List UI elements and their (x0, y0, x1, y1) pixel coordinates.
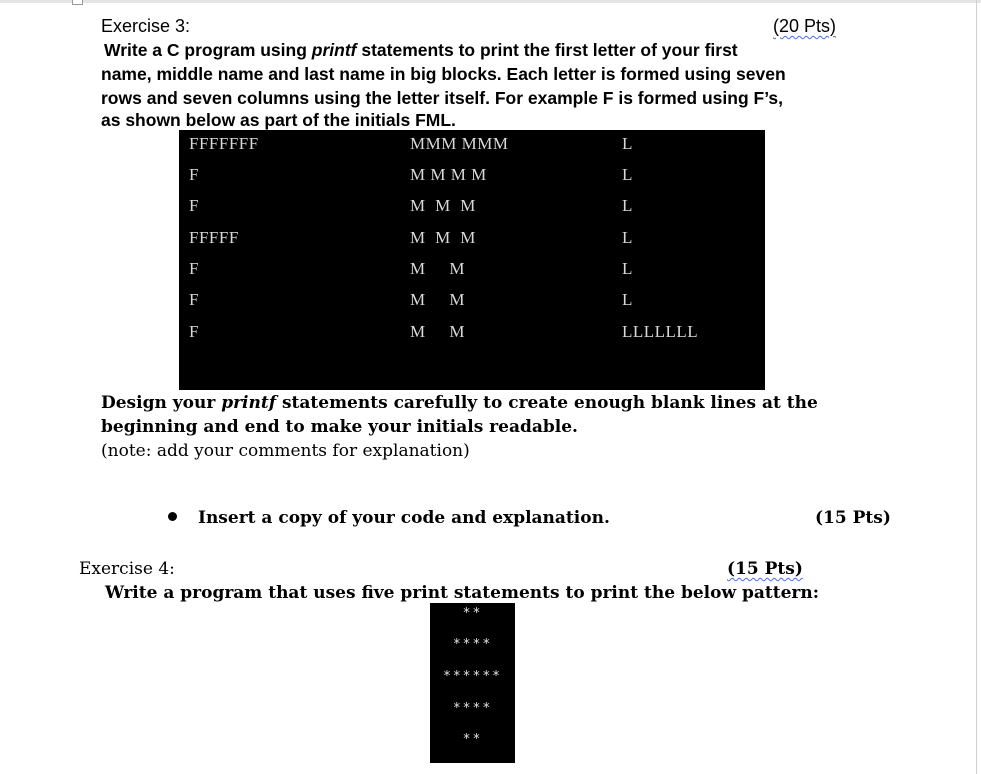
bullet-points: (15 Pts) (815, 508, 891, 528)
fml-row-4-m: M M M (410, 228, 476, 247)
exercise4-points (727, 557, 803, 581)
fml-row-4-l: L (622, 228, 633, 247)
fml-row-1-f: FFFFFFF (189, 134, 259, 153)
table-move-handle[interactable] (72, 0, 83, 5)
fml-row-2-l: L (622, 165, 633, 184)
fml-output-console (179, 130, 765, 390)
fml-row-3-m: M M M (410, 196, 476, 215)
exercise4-instruction: Write a program that uses five print statements to print the below pattern: (105, 583, 820, 603)
fml-row-6-f: F (189, 290, 199, 309)
pattern-line-1: ** (462, 606, 483, 621)
fml-row-5-m: M M (410, 259, 465, 278)
design-pre: Design your (101, 393, 222, 413)
fml-row-2-m: M M M M (410, 165, 487, 184)
fml-row-4-f: FFFFF (189, 228, 239, 247)
fml-row-3-f: F (189, 196, 199, 215)
page-top-edge (0, 0, 981, 3)
design-post: statements carefully to create enough blank lines at the (276, 393, 818, 413)
exercise4-points-text: (15 Pts) (727, 559, 803, 579)
pattern-output-console (430, 603, 515, 763)
exercise3-line1-em: printf (311, 40, 357, 60)
pattern-line-5: ** (462, 732, 483, 747)
fml-row-1-m: MMM MMM (410, 134, 509, 153)
exercise3-line2: name, middle name and last name in big blocks. Each letter is formed using seven (101, 64, 786, 84)
fml-row-3-l: L (622, 196, 633, 215)
fml-row-5-f: F (189, 259, 199, 278)
fml-row-6-l: L (622, 290, 633, 309)
design-line1 (101, 391, 818, 415)
exercise3-line3: rows and seven columns using the letter itself. For example F is formed using F’s, (101, 88, 784, 108)
fml-row-7-l: LLLLLLL (622, 322, 699, 341)
exercise3-line1-post: statements to print the first letter of your first (356, 40, 738, 60)
pattern-line-2: **** (452, 637, 493, 652)
exercise3-points (773, 14, 836, 38)
pattern-line-3: ****** (443, 669, 502, 684)
exercise3-points-text: (20 Pts) (773, 16, 837, 36)
comment-note: (note: add your comments for explanation) (101, 441, 470, 461)
fml-row-6-m: M M (410, 290, 465, 309)
pattern-line-4: **** (452, 701, 493, 716)
fml-row-2-f: F (189, 165, 199, 184)
exercise4-heading: Exercise 4: (79, 559, 175, 579)
exercise3-line1 (104, 38, 738, 62)
page-right-edge (976, 0, 977, 774)
design-line2: beginning and end to make your initials readable. (101, 417, 578, 437)
fml-row-7-m: M M (410, 322, 465, 341)
bullet-insert-code: Insert a copy of your code and explanation. (198, 508, 610, 528)
fml-row-7-f: F (189, 322, 199, 341)
fml-row-1-l: L (622, 134, 633, 153)
exercise3-line4: as shown below as part of the initials FML. (101, 110, 456, 130)
design-em: printf (221, 393, 277, 413)
bullet-dot (168, 512, 177, 521)
exercise3-heading: Exercise 3: (101, 16, 191, 36)
exercise3-line1-pre: Write a C program using (104, 40, 312, 60)
fml-row-5-l: L (622, 259, 633, 278)
